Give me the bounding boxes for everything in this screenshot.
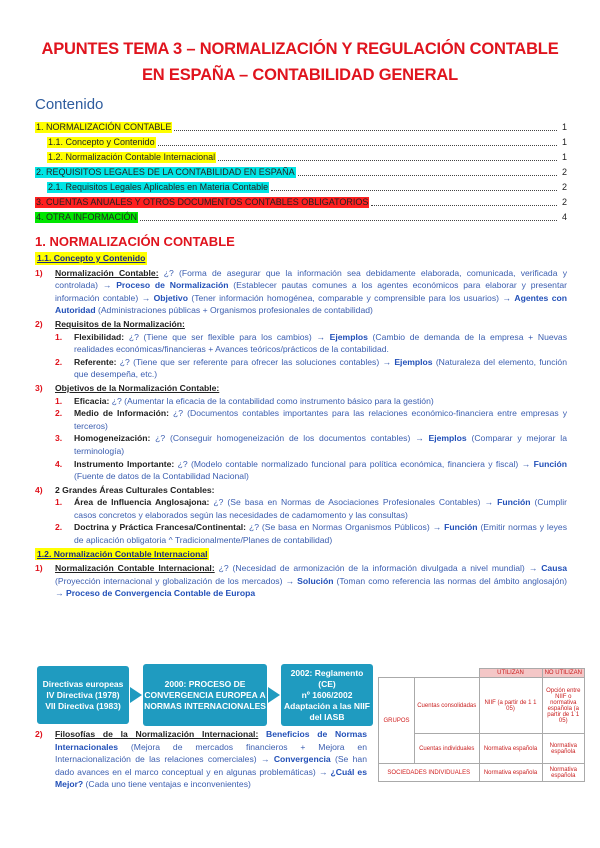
item-text: ¿? (Documentos contables importantes para las relaciones económico-financiera entre empresas y terceros)	[74, 408, 567, 431]
item-number: 2.	[55, 356, 63, 367]
table-header: NO UTILIZAN	[542, 669, 585, 678]
item-bold: Solución	[297, 575, 334, 586]
item-text: ¿? (Modelo contable normalizado funcional para política económica, financiera y fiscal) →	[174, 458, 534, 469]
item-keyword: Eficacia:	[74, 395, 110, 406]
item-bold: Función	[533, 458, 567, 469]
item-keyword: Referente:	[74, 356, 117, 367]
diagram-box-proceso	[143, 664, 267, 726]
sub-list-item	[55, 407, 567, 432]
list-item	[35, 318, 567, 331]
item-bold: Beneficios de Normas Internacionales	[55, 729, 367, 752]
diagram-box-directivas	[37, 666, 129, 724]
item-text: (Naturaleza del elemento, función que desempeña, etc.)	[74, 356, 567, 380]
item-text: ¿? (Tiene que ser referente para ofrecer las soluciones contables) →	[116, 356, 395, 367]
toc-page-number: 2	[561, 182, 567, 192]
item-number: 4.	[55, 458, 63, 469]
subsection-heading: 1.2. Normalización Contable Internacional	[37, 548, 208, 559]
item-text: (Proyección internacional y globalización de los mercados) →	[55, 575, 298, 586]
item-text: (Emitir normas y leyes de aplicación obligatoria ^ Tradicionalmente/Planes de contabilidad)	[74, 522, 567, 546]
toc-entry-text: 2.1. Requisitos Legales Aplicables en Materia Contable	[48, 182, 269, 192]
table-header: UTILIZAN	[479, 669, 542, 678]
toc-entry[interactable]	[35, 118, 567, 133]
sub-list-item	[55, 356, 567, 381]
item-text: ¿? (Tiene que ser flexible para los cambios) →	[124, 331, 330, 342]
table-cell: Cuentas individuales	[415, 734, 480, 764]
item-text: ¿? (Se basa en Normas de Asociaciones Profesionales Contables) →	[209, 497, 498, 508]
item-text: (Se han dado avances en el marco conceptual y en algunas problemáticas) →	[55, 754, 367, 777]
table-cell: Opción entre NIIF o normativa española (a partir de 1 1 05)	[542, 678, 585, 734]
item-number: 2)	[35, 729, 43, 739]
sub-list-item	[55, 395, 567, 408]
document-title: APUNTES TEMA 3 – NORMALIZACIÓN Y REGULACIÓN CONTABLE EN ESPAÑA – CONTABILIDAD GENERAL	[41, 40, 559, 84]
item-keyword: Homogeneización:	[74, 433, 151, 444]
toc-entry[interactable]	[35, 133, 567, 148]
toc-entry[interactable]	[35, 193, 567, 208]
toc-page-number: 1	[561, 122, 567, 132]
item-bold: Proceso de Convergencia Contable de Europa	[65, 588, 256, 599]
toc-dots	[158, 145, 557, 146]
diagram-line: 2000: PROCESO DE	[164, 678, 246, 689]
table-cell: NIIF (a partir de 1 1 05)	[479, 678, 542, 734]
section-body	[35, 251, 567, 600]
item-number: 1.	[55, 395, 63, 406]
item-text: (Cada uno tiene ventajas e inconvenientes)	[83, 779, 251, 790]
toc-dots	[371, 205, 557, 206]
toc-heading: Contenido	[35, 96, 104, 113]
diagram-arrow	[268, 687, 280, 703]
toc-entry-text: 4. OTRA INFORMACIÓN	[36, 212, 138, 222]
toc-entry-text: 3. CUENTAS ANUALES Y OTROS DOCUMENTOS CONTABLES OBLIGATORIOS	[36, 197, 369, 207]
item-keyword: Doctrina y Práctica Francesa/Continental:	[74, 522, 247, 533]
filosofias-paragraph	[35, 727, 367, 791]
toc-entry-text: 1.2. Normalización Contable Internacional	[48, 152, 216, 162]
diagram-arrow	[130, 687, 142, 703]
toc-entry[interactable]	[35, 163, 567, 178]
item-number: 4)	[35, 484, 43, 495]
item-text: ¿? (Conseguir homogeneización de los documentos contables) →	[150, 433, 429, 444]
table-row-label: GRUPOS	[379, 678, 415, 764]
item-keyword: 2 Grandes Áreas Culturales Contables:	[55, 484, 215, 495]
toc-dots	[298, 175, 557, 176]
item-number: 3.	[55, 433, 63, 444]
item-number: 1.	[55, 497, 63, 508]
toc-entry[interactable]	[35, 208, 567, 223]
diagram-line: CONVERGENCIA EUROPEA A	[144, 689, 266, 700]
item-bold: Agentes con Autoridad	[55, 292, 567, 316]
convergence-diagram	[37, 664, 373, 726]
toc-entry[interactable]	[35, 148, 567, 163]
diagram-line: del IASB	[309, 711, 345, 722]
item-number: 1.	[55, 331, 63, 342]
table-cell: Normativa española	[542, 764, 585, 782]
item-keyword: Normalización Contable Internacional:	[55, 563, 215, 574]
sub-list-item	[55, 496, 567, 521]
toc-entry-text: 2. REQUISITOS LEGALES DE LA CONTABILIDAD EN ESPAÑA	[36, 167, 295, 177]
item-text: ¿? (Se basa en Normas Organismos Públicos) →	[246, 522, 445, 533]
list-item	[35, 484, 567, 497]
item-bold: Proceso de Normalización	[116, 280, 229, 291]
item-text: (Cambio de demanda de la empresa + Nuevas realidades económicas/financieras + Avances teóricos/prácticos de la contabilidad.	[74, 331, 567, 355]
item-bold: Función	[444, 522, 478, 533]
item-number: 2.	[55, 408, 63, 419]
toc-page-number: 1	[561, 152, 567, 162]
table-cell: Normativa española	[479, 764, 542, 782]
item-number: 1)	[35, 267, 43, 278]
toc-entry-text: 1. NORMALIZACIÓN CONTABLE	[36, 122, 172, 132]
item-keyword: Requisitos de la Normalización:	[55, 318, 185, 329]
table-corner	[415, 669, 480, 678]
table-of-contents	[35, 118, 567, 223]
section-heading: 1. NORMALIZACIÓN CONTABLE	[35, 234, 235, 249]
item-text: (Mejora de mercados financieros + Mejora en Internacionalización de las relaciones comerciales) →	[55, 741, 367, 765]
sub-list-item	[55, 458, 567, 483]
item-number: 2.	[55, 522, 63, 533]
item-text: ¿? (Necesidad de armonización de la información divulgada a nivel mundial) →	[214, 563, 542, 574]
table-cell: Normativa española	[479, 734, 542, 764]
item-text: (Fuente de datos de la Contabilidad Nacional)	[74, 471, 249, 482]
item-keyword: Área de Influencia Anglosajona:	[74, 497, 210, 508]
diagram-line: IV Directiva (1978)	[46, 689, 120, 700]
table-cell: Cuentas consolidadas	[415, 678, 480, 734]
item-text: (Administraciones públicas + Organismos profesionales de contabilidad)	[95, 305, 373, 316]
item-keyword: Medio de Información:	[74, 408, 169, 419]
table-corner	[379, 669, 415, 678]
list-item	[35, 382, 567, 395]
diagram-line: VII Directiva (1983)	[45, 700, 121, 711]
table-row-label: SOCIEDADES INDIVIDUALES	[379, 764, 480, 782]
toc-dots	[140, 220, 557, 221]
toc-dots	[218, 160, 557, 161]
sub-list-item	[55, 521, 567, 546]
item-text: ¿? (Aumentar la eficacia de la contabilidad como instrumento básico para la gestión)	[109, 395, 434, 406]
table-cell: Normativa española	[542, 734, 585, 764]
item-bold: Ejemplos	[394, 356, 433, 367]
subsection-heading: 1.1. Concepto y Contenido	[37, 253, 146, 263]
item-number: 1)	[35, 563, 43, 574]
item-keyword: Instrumento Importante:	[74, 458, 175, 469]
toc-dots	[174, 130, 557, 131]
item-keyword: Filosofías de la Normalización Internacional:	[55, 729, 259, 739]
toc-entry[interactable]	[35, 178, 567, 193]
list-item	[35, 728, 367, 791]
item-text: (Establecer pautas comunes a los agentes económicos para elaborar y presentar información contable) →	[55, 280, 567, 303]
item-bold: Ejemplos	[428, 433, 467, 444]
item-bold: Ejemplos	[329, 331, 368, 342]
item-bold: Objetivo	[153, 292, 188, 303]
list-item	[35, 267, 567, 317]
diagram-line: Adaptación a las NIIF	[284, 700, 370, 711]
item-text: (Tener información homogénea, comparable y comprensible para los usuarios) →	[187, 292, 515, 303]
item-text: ¿? (Forma de asegurar que la información sea debidamente elaborada, comunicada, verificada y controlada) →	[55, 267, 567, 291]
item-text: (Toman como referencia las normas del ámbito anglosajón) →	[55, 575, 568, 599]
item-text: (Cumplir casos concretos y elaborados según las necesidades de cadamomento y las consultas)	[74, 497, 567, 520]
item-number: 3)	[35, 382, 43, 393]
item-text: (Comparar y mejorar la terminología)	[74, 433, 567, 456]
niif-table	[378, 668, 585, 782]
toc-page-number: 4	[561, 212, 567, 222]
diagram-line: 2002: Reglamento (CE)	[290, 667, 364, 689]
toc-dots	[271, 190, 557, 191]
diagram-box-reglamento	[281, 664, 373, 726]
toc-entry-text: 1.1. Concepto y Contenido	[48, 137, 155, 147]
diagram-line: NORMAS INTERNACIONALES	[144, 700, 266, 711]
item-bold: Causa	[541, 563, 568, 574]
list-item	[35, 562, 567, 600]
item-bold: ¿Cuál es Mejor?	[55, 766, 367, 790]
toc-page-number: 2	[561, 197, 567, 207]
sub-list-item	[55, 432, 567, 457]
sub-list-item	[55, 331, 567, 356]
item-keyword: Flexibilidad:	[74, 331, 125, 342]
diagram-line: nº 1606/2002	[301, 689, 353, 700]
toc-page-number: 1	[561, 137, 567, 147]
toc-page-number: 2	[561, 167, 567, 177]
item-keyword: Normalización Contable:	[55, 267, 159, 278]
item-keyword: Objetivos de la Normalización Contable:	[55, 382, 220, 393]
item-bold: Convergencia	[273, 754, 331, 765]
diagram-line: Directivas europeas	[42, 678, 124, 689]
item-number: 2)	[35, 318, 43, 329]
item-bold: Función	[497, 497, 531, 508]
